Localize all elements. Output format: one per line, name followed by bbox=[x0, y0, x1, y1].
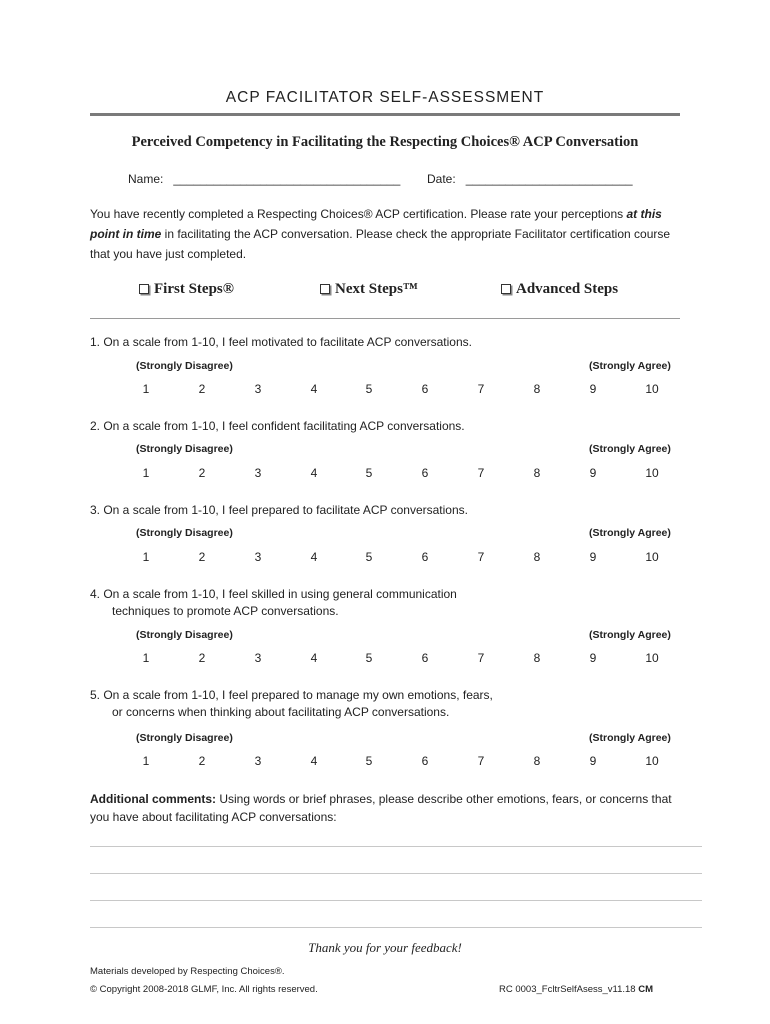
checkbox-advanced-steps[interactable] bbox=[501, 284, 511, 294]
comment-line[interactable] bbox=[90, 900, 702, 901]
rating-option-4[interactable]: 4 bbox=[310, 651, 318, 665]
rating-option-3[interactable]: 3 bbox=[254, 466, 262, 480]
rating-option-7[interactable]: 7 bbox=[477, 466, 485, 480]
intro-text-1: You have recently completed a Respecting Choices® ACP certification. Please rate your perceptions bbox=[90, 207, 627, 221]
footer-code-bold: CM bbox=[638, 984, 654, 995]
rating-option-2[interactable]: 2 bbox=[198, 754, 206, 768]
scale-high-label: (Strongly Agree) bbox=[589, 629, 671, 641]
course-label: Next Steps™ bbox=[335, 281, 418, 297]
course-option-advanced-steps[interactable] bbox=[501, 281, 618, 298]
rating-option-1[interactable]: 1 bbox=[142, 754, 150, 768]
rating-option-9[interactable]: 9 bbox=[589, 550, 597, 564]
scale-high-label: (Strongly Agree) bbox=[589, 360, 671, 372]
rating-option-9[interactable]: 9 bbox=[589, 754, 597, 768]
rating-option-2[interactable]: 2 bbox=[198, 382, 206, 396]
page-title: ACP FACILITATOR SELF-ASSESSMENT bbox=[225, 89, 545, 106]
scale-low-label: (Strongly Disagree) bbox=[136, 443, 233, 455]
question-line: techniques to promote ACP conversations. bbox=[112, 604, 339, 618]
question-text bbox=[90, 586, 690, 620]
scale-high-label: (Strongly Agree) bbox=[589, 443, 671, 455]
rating-option-7[interactable]: 7 bbox=[477, 382, 485, 396]
rating-option-10[interactable]: 10 bbox=[645, 382, 659, 396]
rating-option-2[interactable]: 2 bbox=[198, 550, 206, 564]
question-line: 4. On a scale from 1-10, I feel skilled in using general communication bbox=[90, 587, 457, 601]
comments-prompt bbox=[90, 790, 690, 826]
footer-materials: Materials developed by Respecting Choices®. bbox=[90, 966, 285, 977]
date-field[interactable]: _________________________ bbox=[465, 172, 633, 186]
title-divider bbox=[90, 113, 680, 116]
question-text bbox=[90, 687, 690, 721]
course-option-first-steps[interactable] bbox=[139, 281, 234, 298]
course-divider bbox=[90, 318, 680, 319]
question-line: or concerns when thinking about facilitating ACP conversations. bbox=[112, 705, 450, 719]
comments-text: Using words or brief phrases, please describe other emotions, fears, or concerns that you have about facilitating ACP conversations: bbox=[90, 792, 672, 824]
rating-option-3[interactable]: 3 bbox=[254, 550, 262, 564]
rating-option-4[interactable]: 4 bbox=[310, 754, 318, 768]
intro-text-2: in facilitating the ACP conversation. Please check the appropriate Facilitator certification course that you have just completed. bbox=[90, 227, 671, 261]
question-line: 5. On a scale from 1-10, I feel prepared to manage my own emotions, fears, bbox=[90, 688, 493, 702]
footer-copyright: © Copyright 2008-2018 GLMF, Inc. All rights reserved. bbox=[90, 984, 318, 995]
rating-option-6[interactable]: 6 bbox=[421, 382, 429, 396]
rating-option-1[interactable]: 1 bbox=[142, 466, 150, 480]
rating-option-3[interactable]: 3 bbox=[254, 651, 262, 665]
rating-option-8[interactable]: 8 bbox=[533, 651, 541, 665]
intro-paragraph bbox=[90, 204, 680, 264]
course-label: First Steps® bbox=[154, 281, 234, 297]
date-label: Date: bbox=[427, 172, 456, 186]
comments-label: Additional comments: bbox=[90, 792, 217, 806]
rating-option-9[interactable]: 9 bbox=[589, 382, 597, 396]
rating-option-8[interactable]: 8 bbox=[533, 550, 541, 564]
rating-option-10[interactable]: 10 bbox=[645, 754, 659, 768]
name-field[interactable]: __________________________________ bbox=[173, 172, 401, 186]
scale-high-label: (Strongly Agree) bbox=[589, 732, 671, 744]
footer-code bbox=[499, 984, 653, 995]
rating-option-10[interactable]: 10 bbox=[645, 466, 659, 480]
rating-option-5[interactable]: 5 bbox=[365, 466, 373, 480]
question-text bbox=[90, 418, 690, 435]
rating-option-10[interactable]: 10 bbox=[645, 550, 659, 564]
rating-option-5[interactable]: 5 bbox=[365, 754, 373, 768]
rating-option-4[interactable]: 4 bbox=[310, 550, 318, 564]
rating-option-5[interactable]: 5 bbox=[365, 651, 373, 665]
scale-low-label: (Strongly Disagree) bbox=[136, 732, 233, 744]
question-text bbox=[90, 334, 690, 351]
rating-option-1[interactable]: 1 bbox=[142, 550, 150, 564]
rating-option-1[interactable]: 1 bbox=[142, 651, 150, 665]
rating-option-1[interactable]: 1 bbox=[142, 382, 150, 396]
question-line: 3. On a scale from 1-10, I feel prepared to facilitate ACP conversations. bbox=[90, 503, 468, 517]
rating-option-8[interactable]: 8 bbox=[533, 382, 541, 396]
course-option-next-steps[interactable] bbox=[320, 281, 418, 298]
rating-option-9[interactable]: 9 bbox=[589, 651, 597, 665]
question-line: 2. On a scale from 1-10, I feel confident facilitating ACP conversations. bbox=[90, 419, 465, 433]
rating-option-8[interactable]: 8 bbox=[533, 466, 541, 480]
name-label: Name: bbox=[128, 172, 164, 186]
comment-line[interactable] bbox=[90, 846, 702, 847]
rating-option-8[interactable]: 8 bbox=[533, 754, 541, 768]
rating-option-7[interactable]: 7 bbox=[477, 651, 485, 665]
intro-emphasis: at this point in time bbox=[90, 207, 662, 241]
page-subtitle: Perceived Competency in Facilitating the Respecting Choices® ACP Conversation bbox=[131, 134, 639, 150]
name-date-row bbox=[128, 172, 633, 186]
question-line: 1. On a scale from 1-10, I feel motivated to facilitate ACP conversations. bbox=[90, 335, 472, 349]
checkbox-first-steps[interactable] bbox=[139, 284, 149, 294]
course-label: Advanced Steps bbox=[516, 281, 619, 297]
comment-line[interactable] bbox=[90, 873, 702, 874]
scale-high-label: (Strongly Agree) bbox=[589, 527, 671, 539]
scale-low-label: (Strongly Disagree) bbox=[136, 360, 233, 372]
rating-option-2[interactable]: 2 bbox=[198, 651, 206, 665]
rating-option-10[interactable]: 10 bbox=[645, 651, 659, 665]
scale-low-label: (Strongly Disagree) bbox=[136, 629, 233, 641]
comment-line[interactable] bbox=[90, 927, 702, 928]
rating-option-9[interactable]: 9 bbox=[589, 466, 597, 480]
thank-you-note: Thank you for your feedback! bbox=[308, 940, 462, 955]
rating-option-5[interactable]: 5 bbox=[365, 382, 373, 396]
rating-option-7[interactable]: 7 bbox=[477, 754, 485, 768]
checkbox-next-steps[interactable] bbox=[320, 284, 330, 294]
rating-option-7[interactable]: 7 bbox=[477, 550, 485, 564]
rating-option-5[interactable]: 5 bbox=[365, 550, 373, 564]
rating-option-3[interactable]: 3 bbox=[254, 754, 262, 768]
rating-option-6[interactable]: 6 bbox=[421, 754, 429, 768]
scale-low-label: (Strongly Disagree) bbox=[136, 527, 233, 539]
rating-option-2[interactable]: 2 bbox=[198, 466, 206, 480]
rating-option-4[interactable]: 4 bbox=[310, 466, 318, 480]
rating-option-6[interactable]: 6 bbox=[421, 651, 429, 665]
rating-option-6[interactable]: 6 bbox=[421, 466, 429, 480]
rating-option-3[interactable]: 3 bbox=[254, 382, 262, 396]
rating-option-6[interactable]: 6 bbox=[421, 550, 429, 564]
rating-option-4[interactable]: 4 bbox=[310, 382, 318, 396]
question-text bbox=[90, 502, 690, 519]
footer-code-text: RC 0003_FcltrSelfAsess_v11.18 bbox=[499, 984, 639, 995]
